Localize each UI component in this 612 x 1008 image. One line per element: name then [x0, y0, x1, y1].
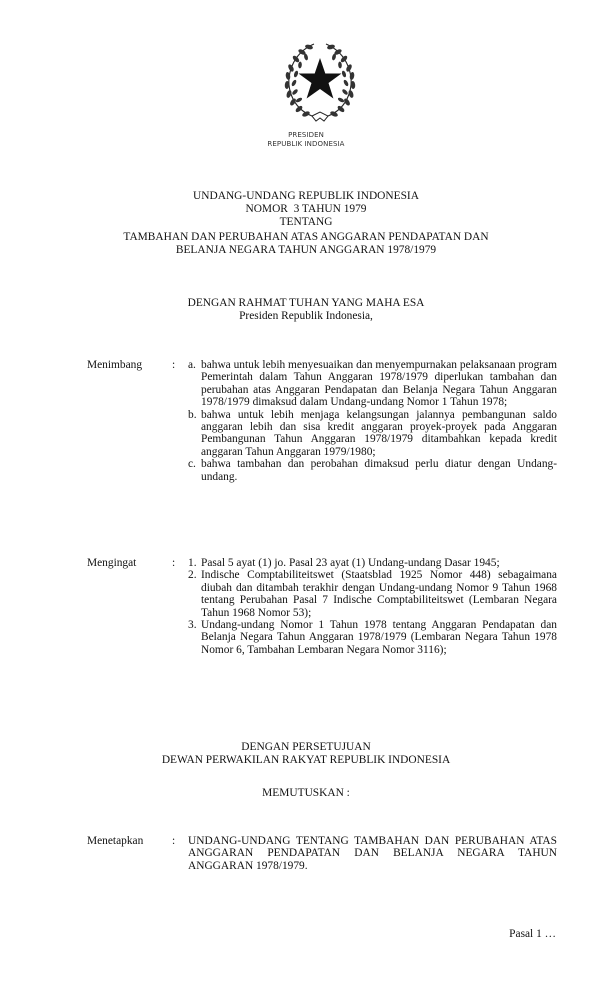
document-title	[0, 190, 612, 257]
menimbang-colon: :	[172, 359, 176, 371]
mengingat-item-1	[188, 557, 557, 569]
mengingat-item-2	[188, 569, 557, 619]
page-continuation: Pasal 1 …	[509, 928, 556, 940]
menetapkan-label: Menetapkan	[87, 835, 144, 847]
menimbang-label: Menimbang	[87, 359, 143, 371]
item-marker: c.	[188, 458, 196, 471]
menimbang-item-a	[188, 359, 557, 409]
item-marker: 1.	[188, 557, 197, 569]
item-text: Undang-undang Nomor 1 Tahun 1978 tentang Anggaran Pendapatan dan Belanja Negara Tahun Anggaran 1978/1979 (Lembaran Negara Tahun 1978 Nomor 6, Tambahan Lembaran Negara Nomor 3116);	[201, 619, 557, 656]
mengingat-item-3	[188, 619, 557, 656]
title-line-5: BELANJA NEGARA TAHUN ANGGARAN 1978/1979	[175, 244, 437, 256]
item-marker: a.	[188, 359, 196, 371]
menimbang-items	[188, 359, 557, 483]
header-presiden: PRESIDEN	[288, 131, 324, 139]
menetapkan-text: UNDANG-UNDANG TENTANG TAMBAHAN DAN PERUBAHAN ATAS ANGGARAN PENDAPATAN DAN BELANJA NEGARA TAHUN ANGGARAN 1978/1979.	[188, 835, 557, 872]
title-line-3: TENTANG	[279, 216, 333, 228]
garuda-emblem-icon	[282, 38, 358, 126]
memutuskan-heading: MEMUTUSKAN :	[262, 787, 350, 799]
item-text: Pasal 5 ayat (1) jo. Pasal 23 ayat (1) Undang-undang Dasar 1945;	[201, 557, 500, 569]
persetujuan-line-2: DEWAN PERWAKILAN RAKYAT REPUBLIK INDONESIA	[161, 754, 451, 766]
mengingat-items	[188, 557, 557, 656]
header-republik: REPUBLIK INDONESIA	[267, 140, 345, 148]
menimbang-section	[87, 359, 557, 483]
item-text: bahwa untuk lebih menyesuaikan dan menyempurnakan pelaksanaan program Pemerintah dalam Tahun Anggaran 1978/1979 diperlukan tambahan dan perubahan atas Anggaran Pendapatan dan Belanja Negara Tahun Anggaran 1978/1979 dimaksud dalam Undang-undang Nomor 1 Tahun 1978;	[201, 359, 557, 409]
menimbang-item-c	[188, 458, 557, 483]
item-marker: b.	[188, 408, 197, 421]
item-text: Indische Comptabiliteitswet (Staatsblad 1925 Nomor 448) sebagaimana diubah dan ditambah terakhir dengan Undang-undang Nomor 9 Tahun 1968 tentang Perubahan Pasal 7 Indische Comptabiliteitswet (Lembaran Negara Tahun 1968 Nomor 53);	[201, 569, 557, 619]
menimbang-item-b	[188, 409, 557, 459]
title-line-4: TAMBAHAN DAN PERUBAHAN ATAS ANGGARAN PENDAPATAN DAN	[123, 231, 489, 243]
item-marker: 3.	[188, 619, 197, 632]
title-line-1: UNDANG-UNDANG REPUBLIK INDONESIA	[193, 190, 419, 202]
menetapkan-colon: :	[172, 835, 176, 847]
menetapkan-section	[87, 835, 557, 872]
preamble-line-1: DENGAN RAHMAT TUHAN YANG MAHA ESA	[187, 297, 425, 309]
persetujuan-block	[0, 741, 612, 767]
title-line-2: NOMOR 3 TAHUN 1979	[245, 203, 367, 215]
mengingat-colon: :	[172, 557, 176, 569]
mengingat-section	[87, 557, 557, 656]
item-text: bahwa tambahan dan perobahan dimaksud perlu diatur dengan Undang-undang.	[201, 458, 557, 483]
item-text: bahwa untuk lebih menjaga kelangsungan jalannya pembangunan saldo anggaran lebih dan sisa kredit anggaran proyek-proyek pada Anggaran Pembangunan Tahun Anggaran 1978/1979 ditambahkan kepada kredit anggaran Tahun Anggaran 1979/1980;	[201, 408, 557, 458]
item-marker: 2.	[188, 569, 197, 582]
mengingat-label: Mengingat	[87, 557, 137, 569]
persetujuan-line-1: DENGAN PERSETUJUAN	[241, 741, 371, 753]
preamble-line-2: Presiden Republik Indonesia,	[239, 310, 373, 322]
preamble	[0, 297, 612, 323]
